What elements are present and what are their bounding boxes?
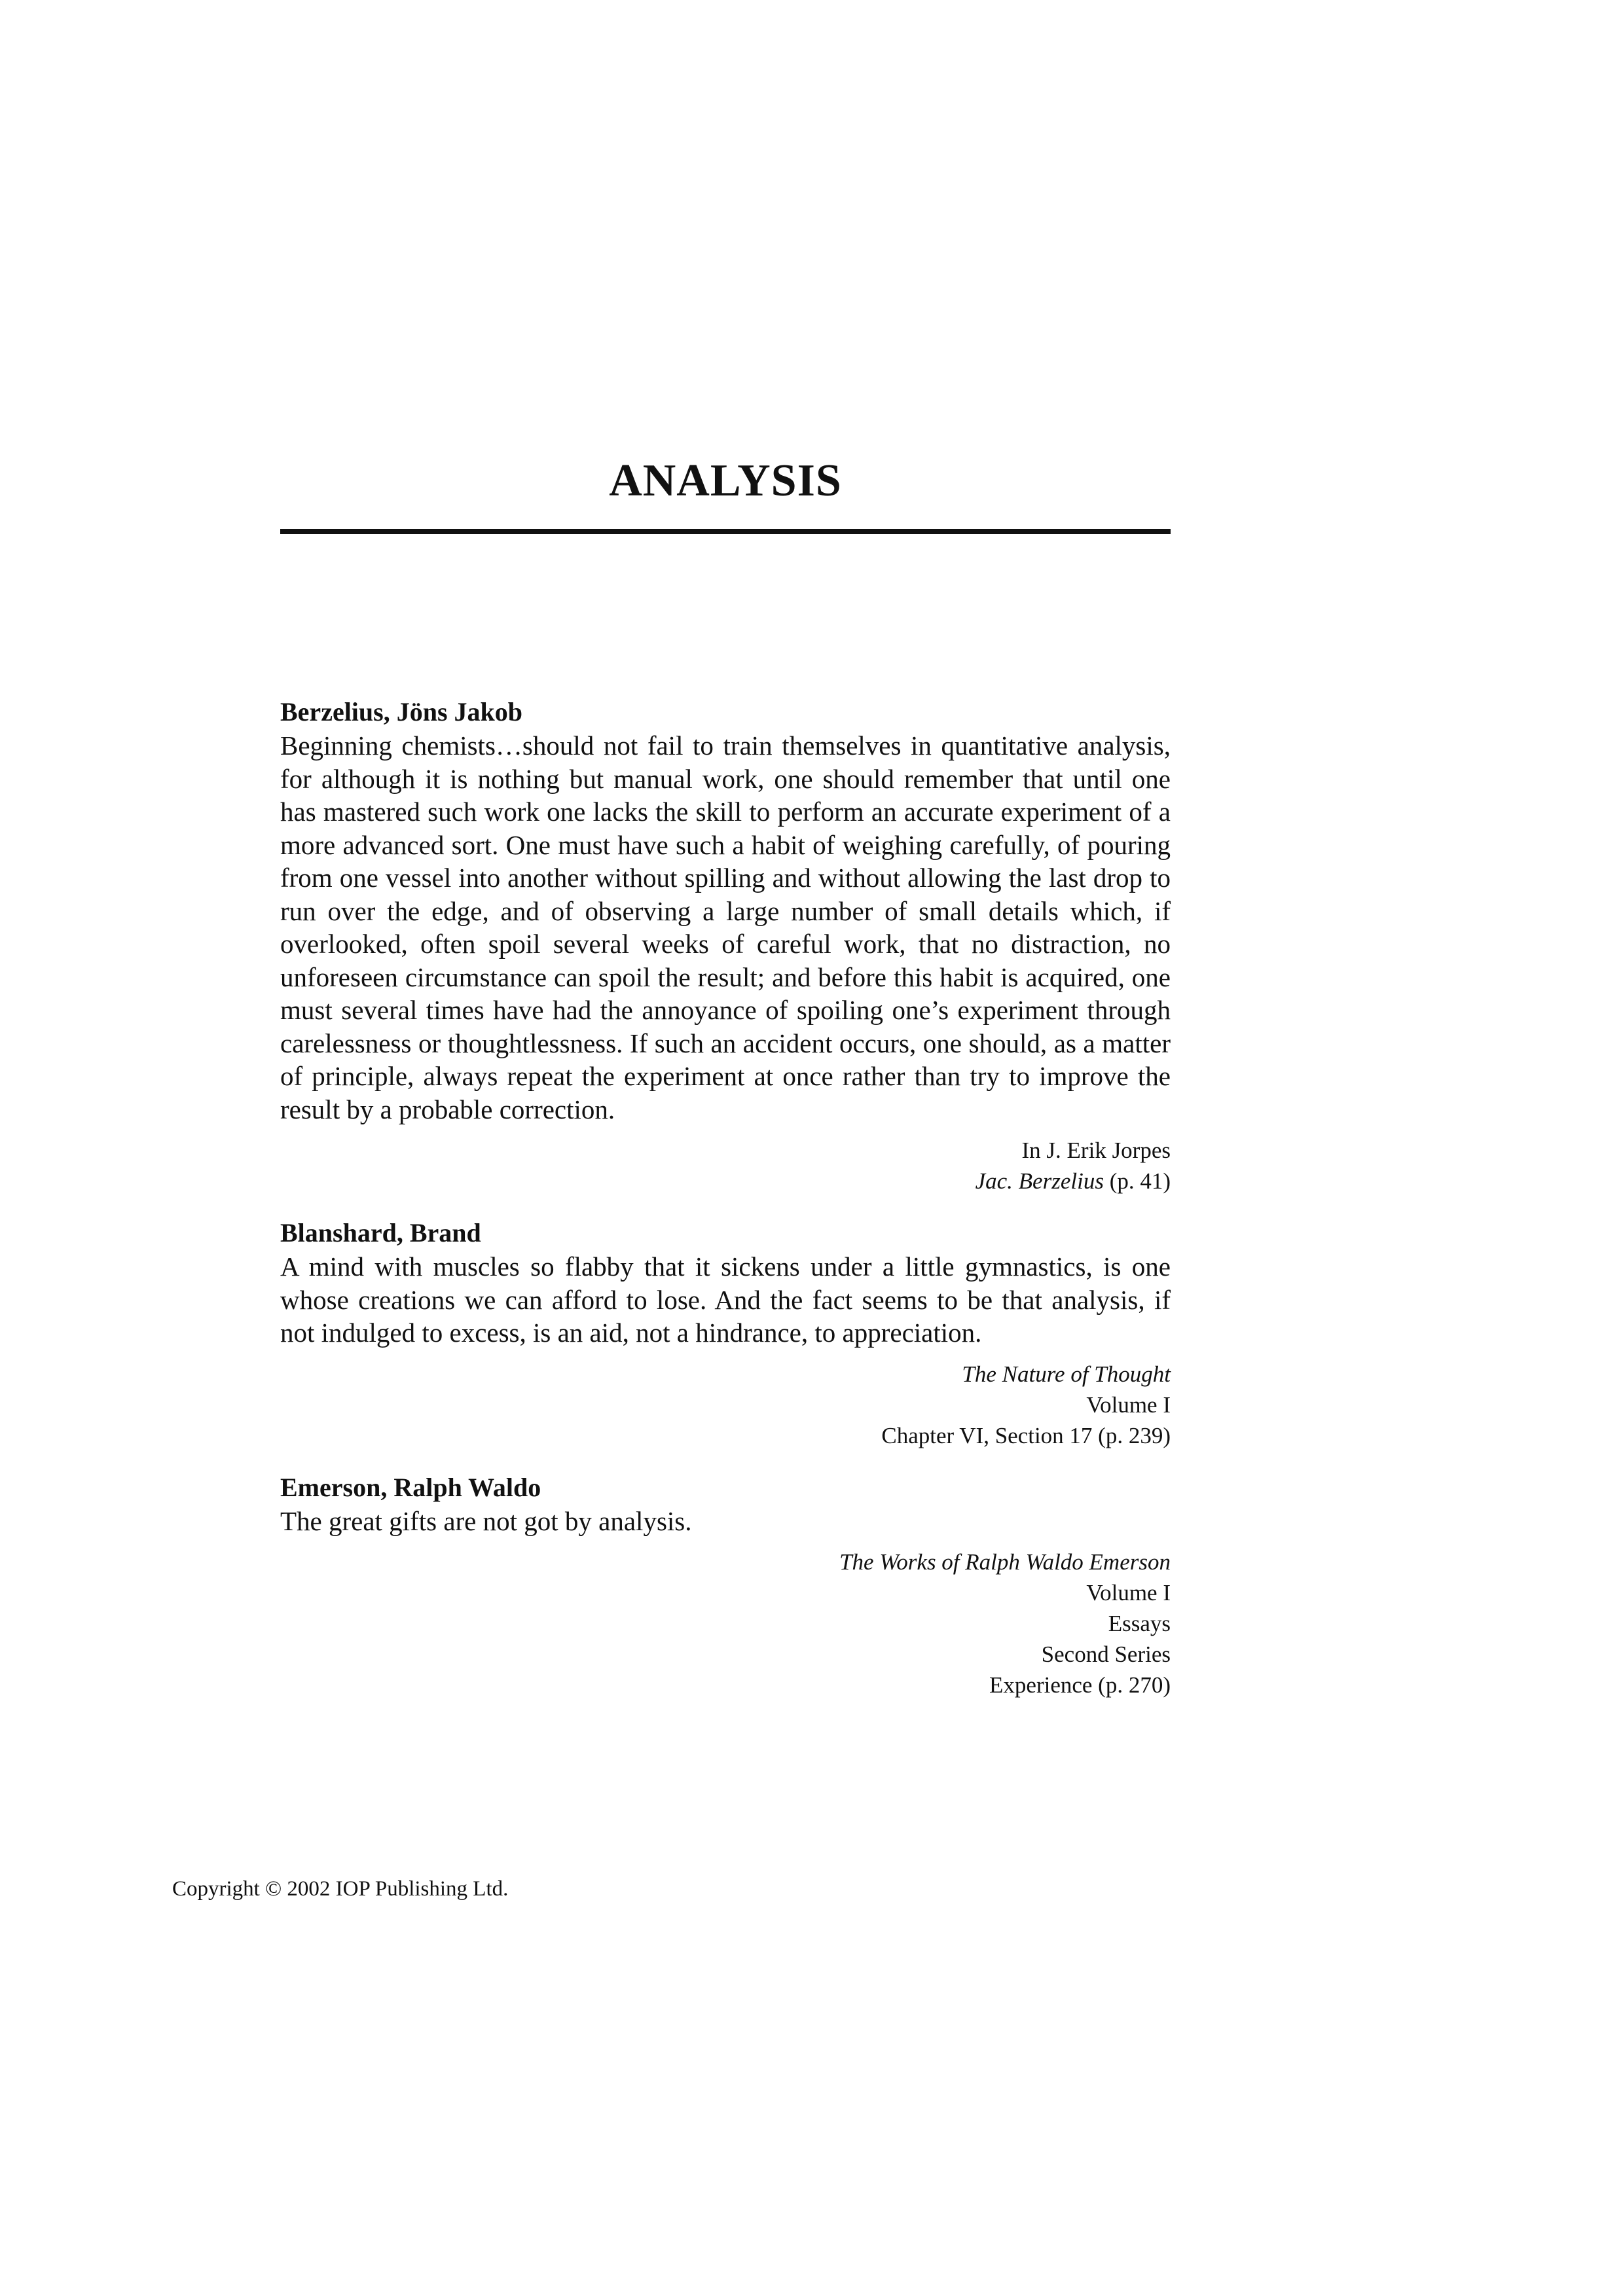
quote-text: Beginning chemists…should not fail to train themselves in quantitative analysis, for although it is nothing but manual work, one should remember that until one has mastered such work one lacks the skill to perform an accurate experiment of a more advanced sort. One must have such a habit of weighing carefully, of pouring from one vessel into another without spilling and without allowing the last drop to run over the edge, and of observing a large number of small details which, if overlooked, often spoil several weeks of careful work, that no distraction, no unforeseen circumstance can spoil the result; and before this habit is acquired, one must several times have had the annoyance of spoiling one’s experiment through carelessness or thoughtlessness. If such an accident occurs, one should, as a matter of principle, always repeat the experiment at once rather than try to improve the result by a probable correction. [280,730,1171,1124]
quote-entry [280,695,1171,1196]
citation-work-title: The Nature of Thought [962,1361,1171,1387]
quote-entry [280,1216,1171,1451]
citation-line: Chapter VI, Section 17 (p. 239) [881,1422,1171,1448]
citation-line: In J. Erik Jorpes [1021,1138,1171,1163]
quote-entry [280,1471,1171,1701]
citation-line [280,1166,1171,1196]
citation [280,1359,1171,1451]
citation [280,1135,1171,1196]
quote-text: A mind with muscles so flabby that it sickens under a little gymnastics, is one whose creations we can afford to lose. And the fact seems to be that analysis, if not indulged to excess, is an aid, not a hindrance, to appreciation. [280,1251,1171,1348]
quotation-list [280,695,1171,1720]
page-title: ANALYSIS [609,456,842,506]
author-name: Berzelius, Jöns Jakob [280,697,523,726]
title-divider [280,529,1171,534]
citation-line: Essays [1108,1611,1171,1636]
citation-line [280,1547,1171,1577]
author-name: Blanshard, Brand [280,1218,481,1247]
citation-line: Volume I [1086,1391,1171,1418]
citation-line [280,1359,1171,1390]
quote-text: The great gifts are not got by analysis. [280,1505,692,1536]
copyright-footer: Copyright © 2002 IOP Publishing Ltd. [172,1877,509,1901]
author-name: Emerson, Ralph Waldo [280,1472,541,1502]
citation-page: (p. 41) [1103,1168,1171,1194]
citation-line: Second Series [1041,1641,1171,1667]
citation [280,1547,1171,1700]
citation-work-title: Jac. Berzelius [975,1168,1104,1194]
citation-work-title: The Works of Ralph Waldo Emerson [839,1549,1171,1575]
citation-line: Volume I [1086,1580,1171,1605]
citation-line: Experience (p. 270) [989,1672,1171,1698]
